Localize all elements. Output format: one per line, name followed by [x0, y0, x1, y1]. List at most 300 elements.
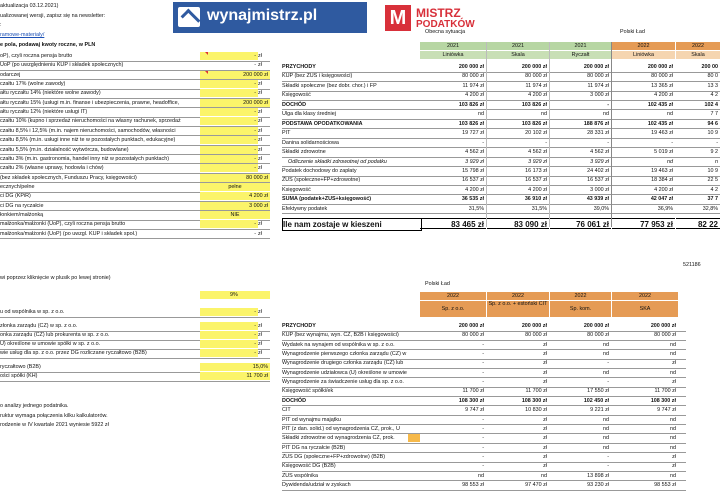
input-label: UoP (po uwzględnieniu KUP i składek społecznych) — [0, 62, 124, 69]
metric-value: 42 047 zł — [650, 196, 673, 203]
metric-value: 16 537 zł — [462, 177, 484, 184]
metric-value: nd — [478, 472, 484, 479]
note-line: o analizy jednego podatnika. — [0, 403, 69, 409]
metric-value: zł — [543, 369, 547, 376]
input-value[interactable]: - — [200, 52, 258, 60]
metric-value: 9 747 zł — [657, 407, 676, 414]
company-input-value[interactable]: 11 700 zł — [200, 372, 270, 380]
input-value[interactable]: - — [200, 89, 258, 97]
input-unit: zł — [258, 118, 262, 125]
metric-label: KUP (bez ZUS i księgowości) — [282, 73, 353, 80]
input-unit: zł — [258, 127, 262, 134]
net-income-value: 82 22 — [676, 218, 720, 229]
metric-value: 80 000 zł — [462, 73, 484, 80]
company-input-label: ości spółki (KH) — [0, 373, 38, 379]
form-header: Liniówka — [612, 51, 675, 59]
metric-value: 28 331 zł — [587, 130, 609, 137]
metric-value: zł — [543, 435, 547, 442]
newsletter-note: ualizowanej wersji, zapisz się na newsletter: — [0, 13, 106, 19]
input-value[interactable]: 80 000 zł — [200, 174, 270, 182]
metric-value: 80 0 — [707, 73, 718, 80]
metric-value: 9 747 zł — [465, 407, 484, 414]
metric-value: 4 2 — [710, 92, 718, 99]
metric-value: 188 876 zł — [583, 120, 609, 127]
metric-label: ZUS DG (społeczne+FP+zdrowotne) (B2B) — [282, 453, 386, 460]
metric-value: 200 000 zł — [521, 323, 547, 329]
metric-value: zł — [672, 463, 676, 470]
company-input-label: wie usług dla sp. z o.o. przez DG rozliczane ryczałtowo (B2B) — [0, 350, 147, 356]
input-value[interactable]: 3 000 zł — [200, 202, 270, 210]
header — [0, 0, 720, 40]
metric-value: zł — [543, 425, 547, 432]
metric-value: 103 826 zł — [521, 101, 547, 108]
row-divider — [0, 381, 270, 382]
metric-value: 15 798 zł — [462, 167, 484, 174]
input-value[interactable]: - — [200, 155, 258, 163]
metric-value: 102 450 zł — [583, 397, 609, 404]
note-line: rodzenie w IV kwartale 2021 wyniesie 5922 zł — [0, 422, 109, 428]
metric-label: SUMA (podatek+ZUS+księgowość) — [282, 196, 372, 203]
input-value[interactable]: - — [200, 146, 258, 154]
metric-value: - — [482, 425, 484, 432]
metric-value: - — [716, 139, 718, 146]
metric-value: 17 550 zł — [587, 388, 609, 395]
row-divider — [282, 490, 686, 491]
input-value[interactable]: - — [254, 230, 256, 237]
metric-value: 10 830 zł — [525, 407, 547, 414]
metric-value: 98 553 zł — [654, 481, 676, 488]
metric-value: - — [607, 453, 609, 460]
metric-label: KUP (bez wynajmu, wyn. CZ, B2B i księgowości) — [282, 332, 399, 339]
col-divider — [486, 42, 487, 227]
metric-value: - — [482, 351, 484, 358]
metric-label: Ulga dla klasy średniej — [282, 111, 336, 118]
metric-label: ZUS (społeczne+FP+zdrowotne) — [282, 177, 361, 184]
metric-value: nd — [603, 351, 609, 358]
company-input-value[interactable]: - — [200, 340, 258, 348]
metric-value: 31,5% — [468, 205, 484, 212]
metric-value: 3 000 zł — [590, 92, 609, 99]
comment-marker — [205, 71, 208, 74]
input-label: oP), czyli roczna pensja brutto — [0, 53, 73, 59]
metric-label: Danina solidarnościowa — [282, 139, 339, 146]
materials-link[interactable]: ramowe-materialy/ — [0, 32, 45, 38]
metric-label: Księgowość DG (B2B) — [282, 463, 336, 470]
metric-value: - — [607, 379, 609, 386]
metric-value: - — [482, 416, 484, 423]
metric-value: 11 974 zł — [587, 82, 609, 89]
metric-value: 200 000 zł — [647, 64, 673, 70]
metric-value: 11 974 zł — [462, 82, 484, 89]
metric-value: 4 200 zł — [654, 186, 673, 193]
row-divider — [0, 317, 270, 318]
metric-value: 16 537 zł — [587, 177, 609, 184]
input-label: ałtu ryczałtu 15% (usługi m.in. finanse i ubezpieczenia, prawne, headoffice, — [0, 99, 180, 106]
company-input-value[interactable]: 15,0% — [200, 363, 270, 371]
input-label: ałtu ryczałtu 12% (niektóre usługi IT) — [0, 109, 88, 116]
net-income-value: 83 090 zł — [487, 218, 549, 229]
net-income-value: 76 061 zł — [550, 218, 611, 229]
metric-value: 200 000 zł — [650, 323, 676, 329]
form-header: SKA — [612, 301, 678, 317]
metric-value: 11 974 zł — [525, 82, 547, 89]
metric-value: 200 000 zł — [583, 64, 609, 70]
metric-label: Wydatek na wynajem od wspólnika w sp. z o.o. — [282, 341, 395, 348]
year-header: 2021 — [550, 42, 611, 50]
metric-value: 11 700 zł — [462, 388, 484, 395]
metric-value: nd — [541, 472, 547, 479]
metric-value: - — [482, 453, 484, 460]
input-label: czałtu 17% (wolne zawody) — [0, 81, 66, 88]
metric-value: 93 230 zł — [587, 481, 609, 488]
metric-label: PIT — [282, 130, 291, 137]
metric-value: 80 000 zł — [587, 332, 609, 339]
metric-label: Składki zdrowotne od wynagrodzenia CZ, prok. — [282, 435, 395, 442]
input-unit: zł — [258, 221, 262, 228]
metric-value: - — [607, 360, 609, 367]
metric-value: 102 435 zł — [647, 101, 673, 108]
selected-cell[interactable] — [408, 434, 420, 442]
metric-value: nd — [603, 435, 609, 442]
logo-text: wynajmistrz.pl — [207, 7, 318, 24]
input-value[interactable]: 200 000 zł — [200, 71, 270, 79]
house-check-icon — [178, 7, 200, 27]
metric-value: nd — [603, 111, 609, 118]
input-label: ałtu ryczałtu 14% (niektóre wolne zawody) — [0, 90, 101, 97]
metric-label: Odliczenie składki zdrowotnej od podatku — [288, 158, 387, 165]
input-value[interactable]: - — [200, 136, 258, 144]
code-number: 521186 — [683, 262, 701, 268]
form-header: Sp. z o.o. — [420, 301, 486, 317]
metric-value: 19 463 zł — [651, 130, 673, 137]
metric-value: nd — [667, 158, 673, 165]
company-input-label: onka zarządu (CZ) lub prokurenta w sp. z o.o. — [0, 332, 110, 338]
company-input-label: złonka zarządu (CZ) w sp. z o.o. — [0, 323, 78, 329]
input-label: ci DG (KPiR) — [0, 193, 31, 200]
update-note: aktualizacja 03.12.2021) — [0, 3, 59, 9]
company-input-value[interactable]: - — [200, 322, 258, 330]
metric-value: - — [482, 435, 484, 442]
metric-value: zł — [543, 444, 547, 451]
company-input-unit: zł — [258, 323, 262, 329]
metric-value: 39,0% — [593, 205, 609, 212]
metric-value: zł — [543, 453, 547, 460]
form-header: Skala — [487, 51, 549, 59]
input-value[interactable]: - — [200, 117, 258, 125]
metric-value: 3 929 zł — [528, 158, 547, 165]
metric-value: 108 300 zł — [650, 397, 676, 404]
metric-label: Wynagrodzenie za świadczenie usług dla sp. z o.o. — [282, 379, 404, 386]
input-unit: zł — [258, 109, 262, 116]
input-value[interactable]: - — [200, 164, 258, 172]
company-input-value[interactable]: - — [200, 349, 258, 357]
company-input-label: U) określone w umowie spółki w sp. z o.o. — [0, 341, 101, 347]
metric-value: zł — [672, 360, 676, 367]
metric-value: 80 000 zł — [654, 332, 676, 339]
expand-note: wi poprzez kliknięcie w plusik po lewej stronie) — [0, 275, 111, 281]
metric-value: 102 4 — [704, 101, 718, 108]
metric-value: - — [671, 139, 673, 146]
input-unit: zł — [258, 53, 262, 59]
input-label: łonkiem/małżonką — [0, 211, 44, 218]
metric-label: DOCHÓD — [282, 397, 306, 404]
input-value[interactable]: - — [200, 80, 258, 88]
metric-value: 13 365 zł — [651, 82, 673, 89]
metric-value: 3 000 zł — [590, 186, 609, 193]
metric-value: - — [482, 463, 484, 470]
year-header: 2021 — [487, 42, 549, 50]
metric-value: nd — [603, 425, 609, 432]
input-label: czałtu 8,5% i 12,5% (m.in. najem nieruchomości, samochodów, własności — [0, 127, 176, 134]
logo-line1: MISTRZ — [416, 6, 461, 20]
dot: : — [0, 22, 2, 28]
metric-value: 200 000 zł — [458, 64, 484, 70]
input-value[interactable]: 4 200 zł — [200, 192, 270, 200]
company-input-label: u od wspólnika w sp. z o.o. — [0, 309, 65, 315]
metric-label: Wynagrodzenie drugiego członka zarządu (CZ) lub — [282, 360, 404, 367]
input-value[interactable]: 200 000 zł — [200, 99, 270, 107]
metric-value: 102 435 zł — [647, 120, 673, 127]
metric-value: zł — [543, 351, 547, 358]
input-value[interactable]: - — [254, 62, 256, 69]
current-situation-label: Obecna sytuacja — [425, 29, 466, 35]
metric-value: 43 939 zł — [586, 196, 609, 203]
metric-label: PIT DG na ryczałcie (B2B) — [282, 444, 346, 451]
metric-label: Księgowość — [282, 186, 311, 193]
metric-value: 19 463 zł — [651, 167, 673, 174]
company-input-value[interactable]: - — [200, 331, 258, 339]
input-label: małżonka/małżonki (UoP), czyli roczna pensja brutto — [0, 221, 126, 228]
metric-label: Dywidenda/udział w zyskach — [282, 481, 351, 488]
metric-value: 103 826 zł — [458, 120, 484, 127]
year-header: 2022 — [676, 42, 720, 50]
input-label: (bez składek społecznych, Funduszu Pracy, księgowości) — [0, 174, 137, 181]
metric-value: 80 000 zł — [525, 332, 547, 339]
metric-label: Składki społeczne (bez dobr. chor.) i FP — [282, 82, 377, 89]
input-label: czałtu 2% (własne uprawy, hodowla i chów) — [0, 165, 104, 172]
input-unit: zł — [258, 230, 262, 237]
metric-value: 22 5 — [707, 177, 718, 184]
metric-value: - — [482, 360, 484, 367]
metric-value: 97 470 zł — [525, 481, 547, 488]
comment-marker — [205, 52, 208, 55]
metric-value: nd — [478, 111, 484, 118]
metric-value: zł — [543, 379, 547, 386]
form-header: Sp. kom. — [550, 301, 611, 317]
m-logo-icon: M — [385, 5, 411, 31]
metric-value: 4 200 zł — [654, 92, 673, 99]
polski-lad-label: Polski Ład — [620, 29, 645, 35]
metric-value: zł — [672, 379, 676, 386]
metric-value: nd — [603, 444, 609, 451]
company-input-unit: zł — [258, 309, 262, 315]
metric-value: 31,5% — [531, 205, 547, 212]
metric-value: 200 000 zł — [458, 323, 484, 329]
year-header: 2022 — [612, 42, 675, 50]
note-line: ruktur wymaga połączenia kilku kalkulatorów. — [0, 412, 108, 419]
input-label: czałtu 5,5% (m.in. działalność wytwórcza, budowlane) — [0, 146, 129, 153]
metric-value: 4 200 zł — [528, 186, 547, 193]
input-label: odarczej — [0, 71, 21, 78]
metric-label: PRZYCHODY — [282, 323, 316, 329]
metric-value: 4 200 zł — [528, 92, 547, 99]
metric-value: nd — [670, 351, 676, 358]
company-input-value[interactable]: - — [200, 308, 258, 316]
metric-value: 4 562 zł — [465, 149, 484, 156]
input-label: ecznych/pełne — [0, 183, 35, 190]
metric-value: 19 727 zł — [462, 130, 484, 137]
row-divider — [0, 238, 270, 239]
metric-value: 200 00 — [701, 64, 718, 70]
input-unit: zł — [258, 137, 262, 144]
year-header: 2022 — [487, 292, 549, 300]
row-divider — [282, 213, 720, 214]
metric-value: 3 929 zł — [465, 158, 484, 165]
wynajmistrz-logo[interactable] — [173, 2, 367, 33]
metric-label: PIT od wynajmu majątku — [282, 416, 341, 423]
metric-value: 200 000 zł — [521, 64, 547, 70]
year-header: 2022 — [550, 292, 611, 300]
input-unit: zł — [258, 165, 262, 172]
metric-value: nd — [670, 444, 676, 451]
input-label: małżonka/małżonki (UoP) (po uwzgl. KUP i składek społ.) — [0, 230, 138, 237]
metric-label: Podatek dochodowy do zapłaty — [282, 167, 357, 174]
net-income-value: 77 953 zł — [612, 218, 675, 229]
metric-value: 10 9 — [707, 130, 718, 137]
metric-value: 36,9% — [657, 205, 673, 212]
input-label: czałtu 8,5% (m.in. usługi inne niż te w pozostałych punktach, edukacyjne) — [0, 137, 176, 144]
metric-value: nd — [541, 111, 547, 118]
metric-value: - — [545, 139, 547, 146]
metric-label: Efektywny podatek — [282, 205, 328, 212]
metric-value: zł — [543, 341, 547, 348]
metric-value: zł — [543, 360, 547, 367]
metric-value: 4 562 zł — [528, 149, 547, 156]
input-value[interactable]: - — [200, 220, 258, 228]
metric-value: 11 700 zł — [525, 388, 547, 395]
metric-value: 10 9 — [707, 167, 718, 174]
input-unit: zł — [258, 62, 262, 69]
metric-value: 9 221 zł — [590, 407, 609, 414]
input-unit: zł — [258, 155, 262, 162]
input-section-title: e pola, podawaj kwoty roczne, w PLN — [0, 42, 96, 48]
metric-value: 98 553 zł — [462, 481, 484, 488]
metric-value: 13 3 — [707, 82, 718, 89]
metric-value: - — [482, 379, 484, 386]
metric-value: 9 2 — [710, 149, 718, 156]
company-input-unit: zł — [258, 350, 262, 356]
metric-value: 103 826 zł — [521, 120, 547, 127]
year-header: 2022 — [612, 292, 678, 300]
input-label: ci DG na ryczałcie — [0, 202, 44, 209]
metric-value: nd — [670, 341, 676, 348]
logo-line2: PODATKÓW — [416, 19, 475, 30]
metric-label: PRZYCHODY — [282, 64, 316, 70]
metric-value: 36 910 zł — [524, 196, 547, 203]
input-value[interactable]: pełne — [200, 183, 270, 191]
metric-value: 80 000 zł — [651, 73, 673, 80]
metric-value: nd — [667, 111, 673, 118]
company-input-label: ryczałtowo (B2B) — [0, 364, 41, 370]
metric-value: zł — [672, 453, 676, 460]
input-label: czałtu 3% (m.in. gastronomia, handel inny niż w pozostałych punktach) — [0, 155, 169, 162]
metric-value: - — [607, 463, 609, 470]
col-divider — [549, 42, 550, 227]
metric-value: 5 019 zł — [654, 149, 673, 156]
metric-value: - — [607, 101, 609, 108]
metric-value: nd — [670, 425, 676, 432]
metric-value: - — [482, 341, 484, 348]
metric-value: 4 2 — [710, 186, 718, 193]
metric-label: DOCHÓD — [282, 101, 306, 108]
metric-value: - — [482, 444, 484, 451]
input-unit: zł — [258, 90, 262, 97]
metric-label: CIT — [282, 407, 291, 414]
metric-value: 16 537 zł — [525, 177, 547, 184]
company-input-unit: zł — [258, 341, 262, 347]
metric-label: Składki zdrowotne — [282, 149, 326, 156]
percent-input[interactable]: 9% — [200, 291, 270, 299]
metric-label: Księgowość — [282, 92, 311, 99]
metric-value: zł — [543, 416, 547, 423]
metric-value: 13 898 zł — [587, 472, 609, 479]
year-header: 2021 — [420, 42, 486, 50]
metric-value: nd — [670, 416, 676, 423]
metric-value: n — [715, 158, 718, 165]
section-divider — [611, 42, 612, 227]
metric-value: - — [482, 139, 484, 146]
input-value[interactable]: - — [200, 108, 258, 116]
net-income-value: 83 465 zł — [420, 218, 486, 229]
metric-value: 108 300 zł — [458, 397, 484, 404]
metric-value: 80 000 zł — [525, 73, 547, 80]
metric-label: ZUS wspólnika — [282, 472, 318, 479]
metric-label: PODSTAWA OPODATKOWANIA — [282, 120, 363, 127]
metric-value: nd — [603, 341, 609, 348]
input-label: czałtu 10% (kupno i sprzedaż nieruchomości na własny rachunek, sprzedaż — [0, 118, 181, 125]
metric-value: 103 826 zł — [458, 101, 484, 108]
metric-value: nd — [670, 435, 676, 442]
metric-value: 11 700 zł — [654, 388, 676, 395]
form-header: Sp. z o.o. + estoński CIT — [487, 301, 549, 317]
year-header: 2022 — [420, 292, 486, 300]
metric-value: 16 173 zł — [525, 167, 547, 174]
metric-value: zł — [543, 463, 547, 470]
metric-value: 24 402 zł — [587, 167, 609, 174]
metric-label: PIT (z dan. solid.) od wynagrodzenia CZ, prok., U — [282, 425, 400, 432]
input-unit: zł — [258, 146, 262, 153]
metric-value: nd — [603, 369, 609, 376]
metric-value: 80 000 zł — [462, 332, 484, 339]
metric-value: 36 535 zł — [461, 196, 484, 203]
metric-value: 80 000 zł — [587, 73, 609, 80]
metric-value: - — [482, 369, 484, 376]
row-divider — [0, 358, 270, 359]
metric-value: 4 200 zł — [465, 92, 484, 99]
input-value[interactable]: - — [200, 127, 258, 135]
metric-value: 7 7 — [710, 111, 718, 118]
metric-value: 4 200 zł — [465, 186, 484, 193]
polski-lad-label: Polski Ład — [425, 281, 450, 287]
metric-label: Księgowość spółki/ek — [282, 388, 334, 395]
metric-label: Wynagrodzenie pierwszego członka zarządu (CZ) w — [282, 351, 407, 358]
form-header: Liniówka — [420, 51, 486, 59]
metric-value: 3 929 zł — [590, 158, 609, 165]
input-unit: zł — [258, 81, 262, 88]
metric-label: Wynagrodzenie udziałowca (U) określone w umowie — [282, 369, 407, 376]
net-income-label: Ile nam zostaje w kieszeni — [282, 218, 422, 231]
input-value[interactable]: NIE — [200, 211, 270, 219]
